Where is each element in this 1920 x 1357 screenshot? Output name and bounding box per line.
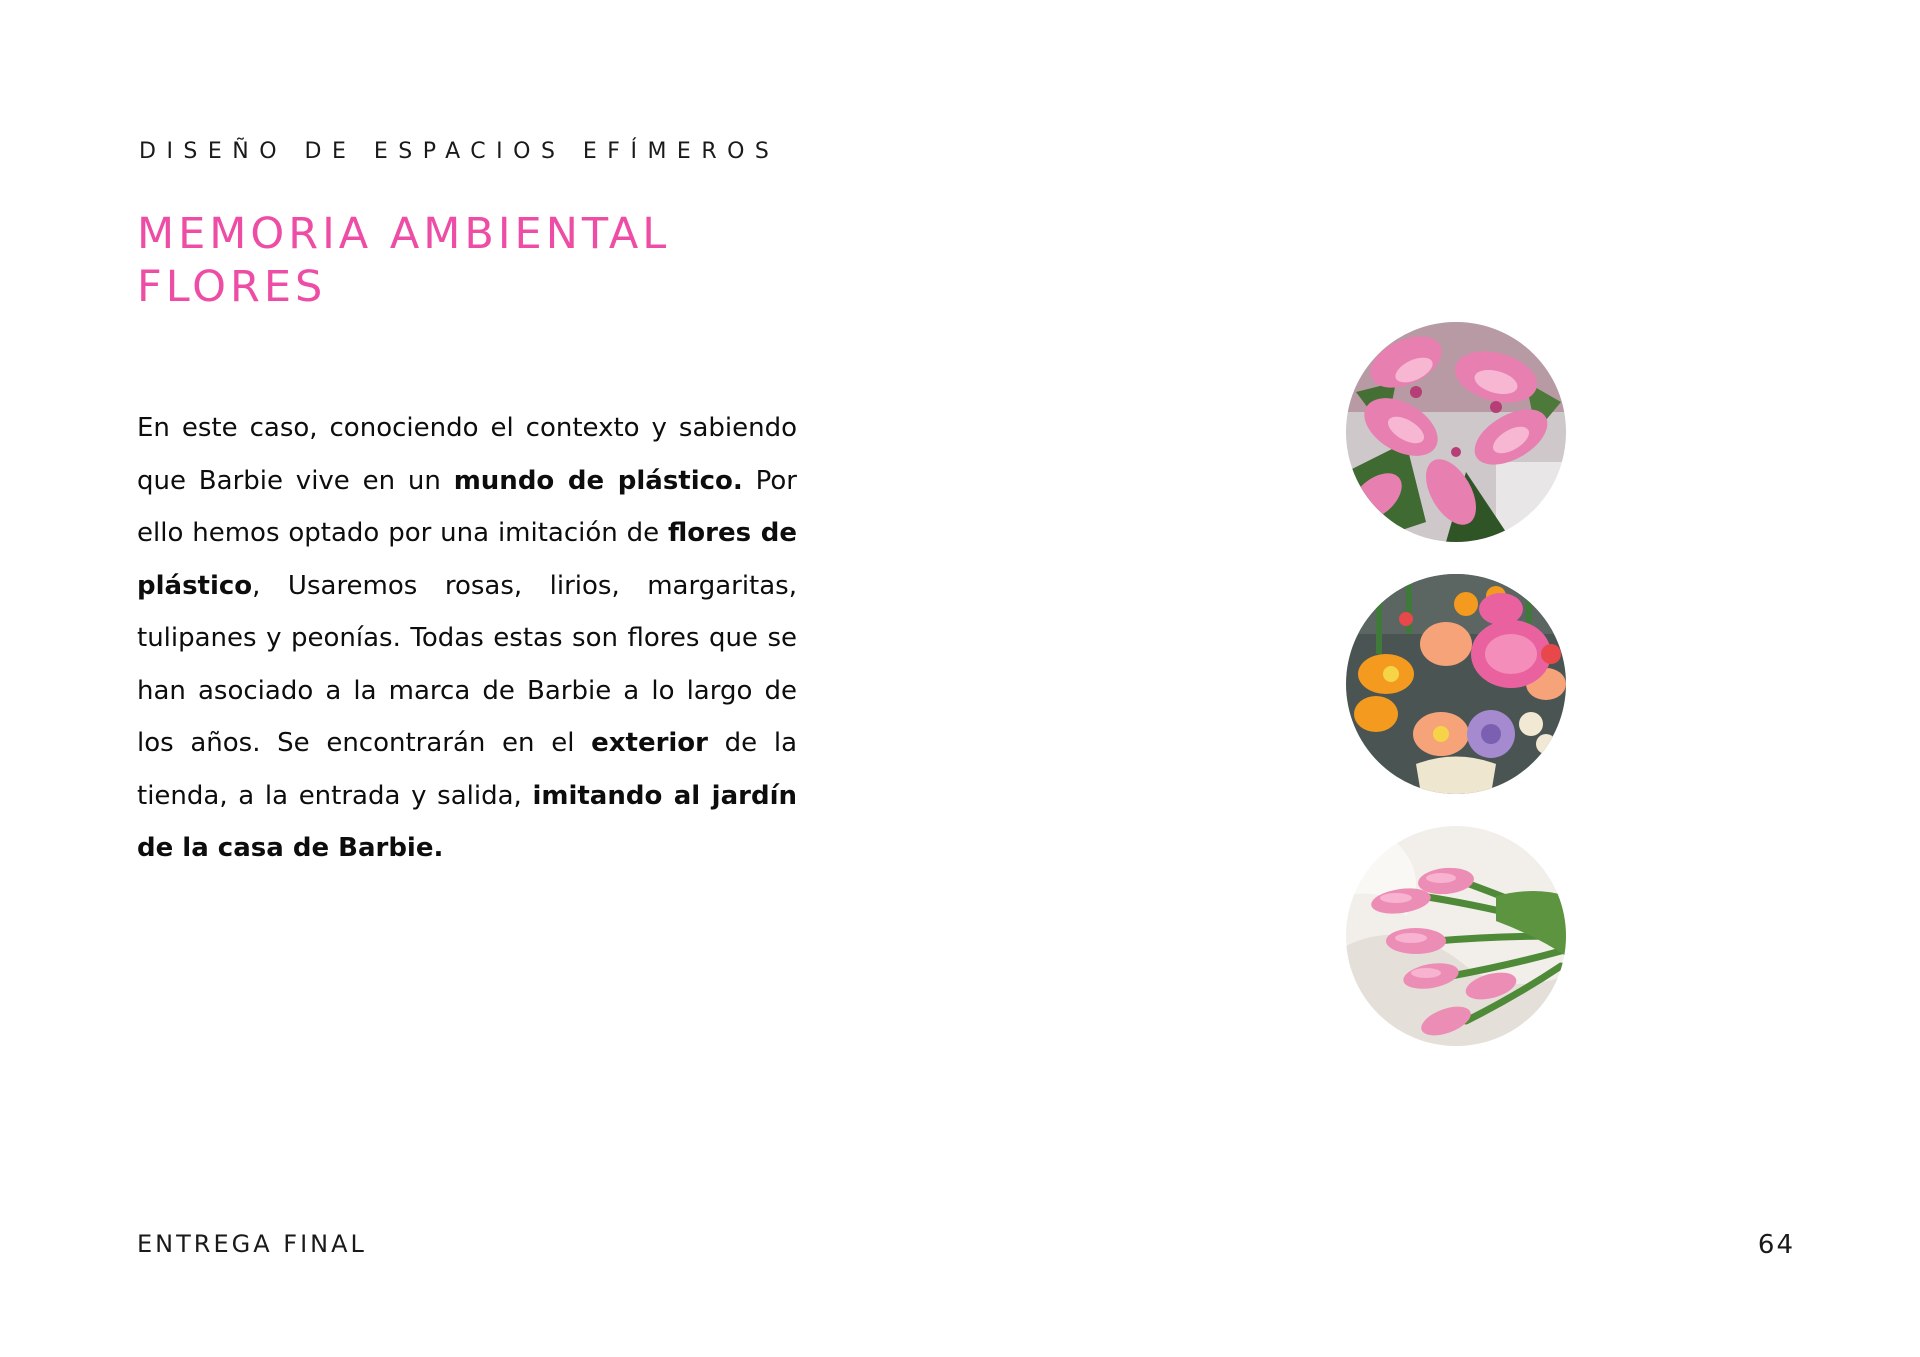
body-text-1: En este caso, conociendo el contexto y sabiendo que Barbie vive en un — [137, 413, 797, 496]
body-text-2: Por ello hemos optado por una imitación de — [137, 465, 797, 548]
page-number: 64 — [1757, 1230, 1795, 1260]
tulips-photo — [1346, 826, 1566, 1046]
tulips-illustration — [1346, 826, 1566, 1046]
page-title-line-1: MEMORIA AMBIENTAL — [137, 209, 671, 259]
body-text-3: , Usaremos rosas, lirios, margaritas, tulipanes y peonías. Todas estas son flores que se han asociado a la marca de Barbie a lo largo de los años. Se encontrarán en el — [137, 570, 797, 758]
lilies-illustration — [1346, 322, 1566, 542]
body-bold-2: flores de plástico — [137, 518, 797, 601]
document-eyebrow: DISEÑO DE ESPACIOS EFÍMEROS — [139, 139, 780, 164]
bouquet-photo — [1346, 574, 1566, 794]
lilies-photo — [1346, 322, 1566, 542]
body-bold-3: exterior — [591, 728, 708, 758]
body-bold-1: mundo de plástico. — [453, 465, 743, 496]
body-bold-4: imitando al jardín de la casa de Barbie. — [137, 780, 797, 863]
body-paragraph — [137, 402, 797, 875]
bouquet-illustration — [1346, 574, 1566, 794]
page-title — [137, 208, 670, 314]
page-title-line-2: FLORES — [137, 262, 327, 312]
body-text-4: de la tienda, a la entrada y salida, — [137, 728, 797, 811]
footer-label: ENTREGA FINAL — [137, 1230, 367, 1258]
